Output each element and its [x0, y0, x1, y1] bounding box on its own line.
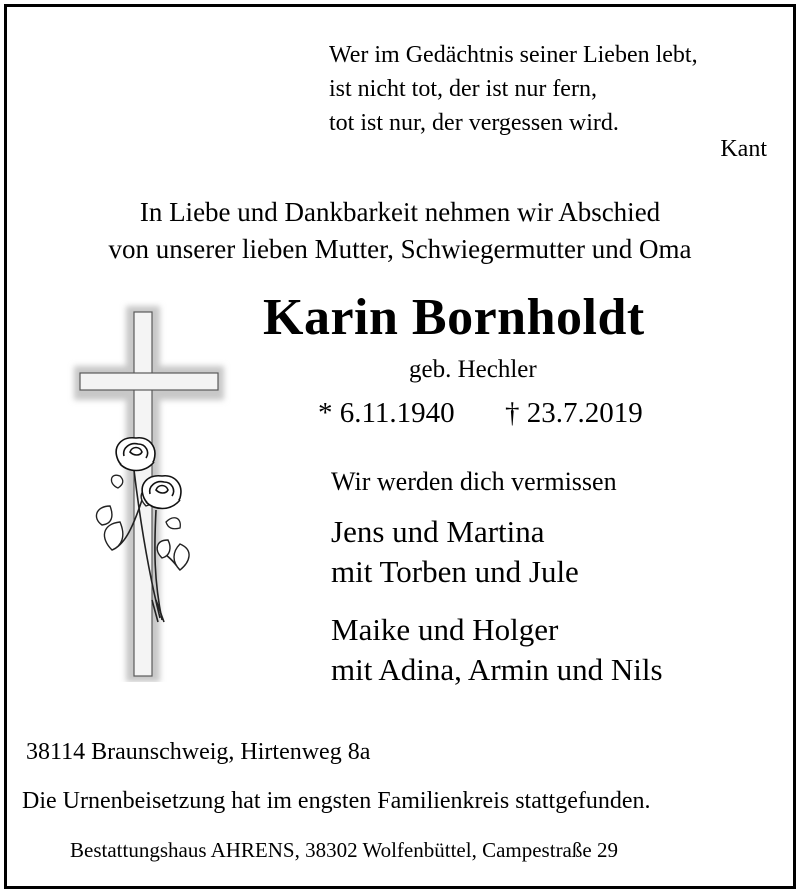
- family-line: mit Adina, Armin und Nils: [331, 652, 663, 687]
- family-line: Jens und Martina: [331, 514, 545, 549]
- birth-date: * 6.11.1940: [318, 397, 455, 429]
- undertaker: Bestattungshaus AHRENS, 38302 Wolfenbüttel, Campestraße 29: [70, 838, 618, 862]
- address: 38114 Braunschweig, Hirtenweg 8a: [26, 739, 371, 765]
- intro-line: von unserer lieben Mutter, Schwiegermutter und Oma: [108, 234, 692, 264]
- quote-line: tot ist nur, der vergessen wird.: [329, 110, 619, 136]
- maiden-name: geb. Hechler: [409, 356, 537, 383]
- deceased-name: Karin Bornholdt: [263, 289, 645, 346]
- family-line: mit Torben und Jule: [331, 554, 579, 589]
- quote-line: ist nicht tot, der ist nur fern,: [329, 76, 597, 102]
- family-group: [331, 610, 663, 690]
- intro-text: [0, 194, 800, 268]
- quote-author: Kant: [720, 136, 767, 162]
- family-line: Maike und Holger: [331, 612, 559, 647]
- burial-notice: Die Urnenbeisetzung hat im engsten Familienkreis stattgefunden.: [22, 788, 651, 814]
- quote: [329, 38, 698, 140]
- death-date: † 23.7.2019: [505, 397, 643, 429]
- family-group: [331, 512, 579, 592]
- mourners-message: Wir werden dich vermissen: [331, 467, 617, 496]
- quote-line: Wer im Gedächtnis seiner Lieben lebt,: [329, 42, 698, 68]
- cross-with-roses-icon: [62, 300, 232, 682]
- intro-line: In Liebe und Dankbarkeit nehmen wir Abschied: [139, 197, 661, 227]
